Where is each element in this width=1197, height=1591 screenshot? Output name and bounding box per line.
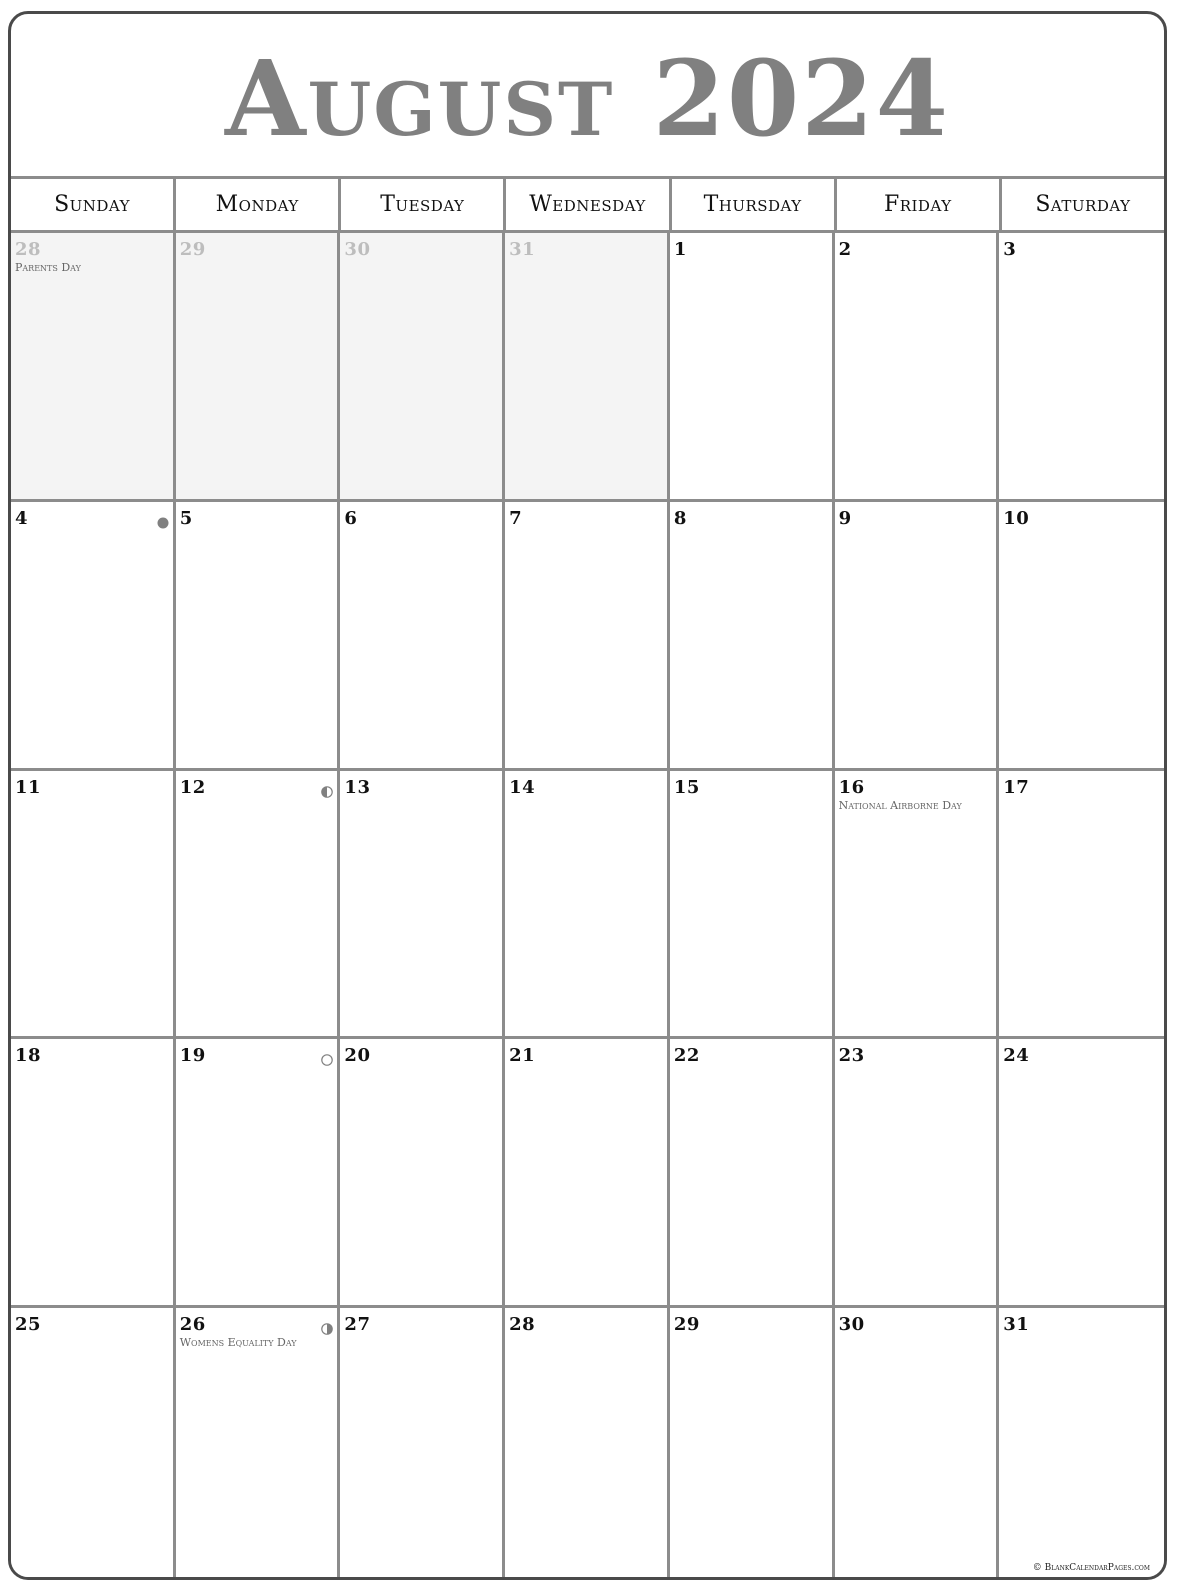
weekday-saturday: Saturday <box>1035 192 1131 217</box>
day-number: 19 <box>179 1045 206 1067</box>
day-cell <box>505 502 670 771</box>
holiday-label: Womens Equality Day <box>179 1336 297 1350</box>
weekday-monday: Monday <box>176 179 341 230</box>
day-cell <box>670 771 835 1040</box>
holiday-label: National Airborne Day <box>838 798 962 812</box>
day-cell-previous-month <box>11 233 176 502</box>
day-cell <box>340 502 505 771</box>
day-cell-previous-month <box>340 233 505 502</box>
day-cell <box>176 771 341 1040</box>
day-number: 30 <box>838 1314 865 1336</box>
day-cell <box>835 771 1000 1040</box>
day-number: 20 <box>344 1045 371 1067</box>
day-number: 21 <box>509 1045 536 1067</box>
day-cell <box>670 502 835 771</box>
day-number: 29 <box>179 239 206 260</box>
day-number: 2 <box>838 239 852 260</box>
day-number: 12 <box>179 776 206 798</box>
day-number: 18 <box>15 1045 42 1067</box>
calendar-grid <box>11 230 1164 1577</box>
day-number: 28 <box>15 239 42 260</box>
day-number: 31 <box>1003 1314 1030 1336</box>
day-cell <box>505 1308 670 1577</box>
day-number: 23 <box>838 1045 865 1067</box>
day-cell <box>999 1039 1164 1308</box>
day-cell <box>176 1308 341 1577</box>
weekday-tuesday: Tuesday <box>341 179 506 230</box>
day-cell <box>340 1308 505 1577</box>
title-text: August 2024 <box>224 37 951 160</box>
day-cell <box>340 1039 505 1308</box>
day-number: 26 <box>179 1314 206 1336</box>
weekday-thursday: Thursday <box>672 179 837 230</box>
day-cell <box>505 771 670 1040</box>
day-cell <box>835 1039 1000 1308</box>
weekday-sunday: Sunday <box>11 179 176 230</box>
day-cell-previous-month <box>176 233 341 502</box>
day-cell <box>11 1039 176 1308</box>
day-number: 9 <box>838 507 852 529</box>
day-number: 14 <box>509 776 536 798</box>
day-number: 13 <box>344 776 371 798</box>
day-number: 5 <box>179 507 193 529</box>
day-cell-previous-month <box>505 233 670 502</box>
day-cell <box>670 233 835 502</box>
day-number: 6 <box>344 507 358 529</box>
day-number: 16 <box>838 776 865 798</box>
day-number: 29 <box>673 1314 700 1336</box>
copyright-footer: © BlankCalendarPages.com <box>1032 1563 1150 1573</box>
day-number: 22 <box>673 1045 700 1067</box>
day-cell <box>505 1039 670 1308</box>
day-number: 24 <box>1003 1045 1030 1067</box>
new-moon-icon <box>157 514 169 526</box>
day-cell <box>340 771 505 1040</box>
calendar-title <box>11 14 1164 176</box>
day-number: 30 <box>344 239 371 260</box>
day-cell <box>176 1039 341 1308</box>
day-number: 28 <box>509 1314 536 1336</box>
day-cell <box>835 502 1000 771</box>
day-number: 7 <box>509 507 523 529</box>
day-number: 17 <box>1003 776 1030 798</box>
day-cell <box>11 502 176 771</box>
day-number: 11 <box>15 776 42 798</box>
day-cell <box>999 1308 1164 1577</box>
day-number: 10 <box>1003 507 1030 529</box>
day-cell <box>11 1308 176 1577</box>
calendar-page <box>8 11 1167 1580</box>
day-number: 27 <box>344 1314 371 1336</box>
day-number: 8 <box>673 507 687 529</box>
last-quarter-moon-icon <box>321 1320 333 1332</box>
weekday-friday: Friday <box>837 179 1002 230</box>
day-number: 4 <box>15 507 29 529</box>
day-cell <box>999 502 1164 771</box>
full-moon-icon <box>321 1051 333 1063</box>
day-number: 31 <box>509 239 536 260</box>
weekday-header-row <box>11 176 1164 230</box>
day-number: 1 <box>673 239 687 260</box>
day-cell <box>670 1308 835 1577</box>
day-number: 25 <box>15 1314 42 1336</box>
day-cell <box>835 233 1000 502</box>
day-cell <box>670 1039 835 1308</box>
day-number: 3 <box>1003 239 1017 260</box>
holiday-label: Parents Day <box>15 261 81 274</box>
weekday-wednesday: Wednesday <box>506 179 671 230</box>
day-cell <box>999 771 1164 1040</box>
day-cell <box>176 502 341 771</box>
day-cell <box>835 1308 1000 1577</box>
first-quarter-moon-icon <box>321 783 333 795</box>
day-number: 15 <box>673 776 700 798</box>
day-cell <box>11 771 176 1040</box>
day-cell <box>999 233 1164 502</box>
